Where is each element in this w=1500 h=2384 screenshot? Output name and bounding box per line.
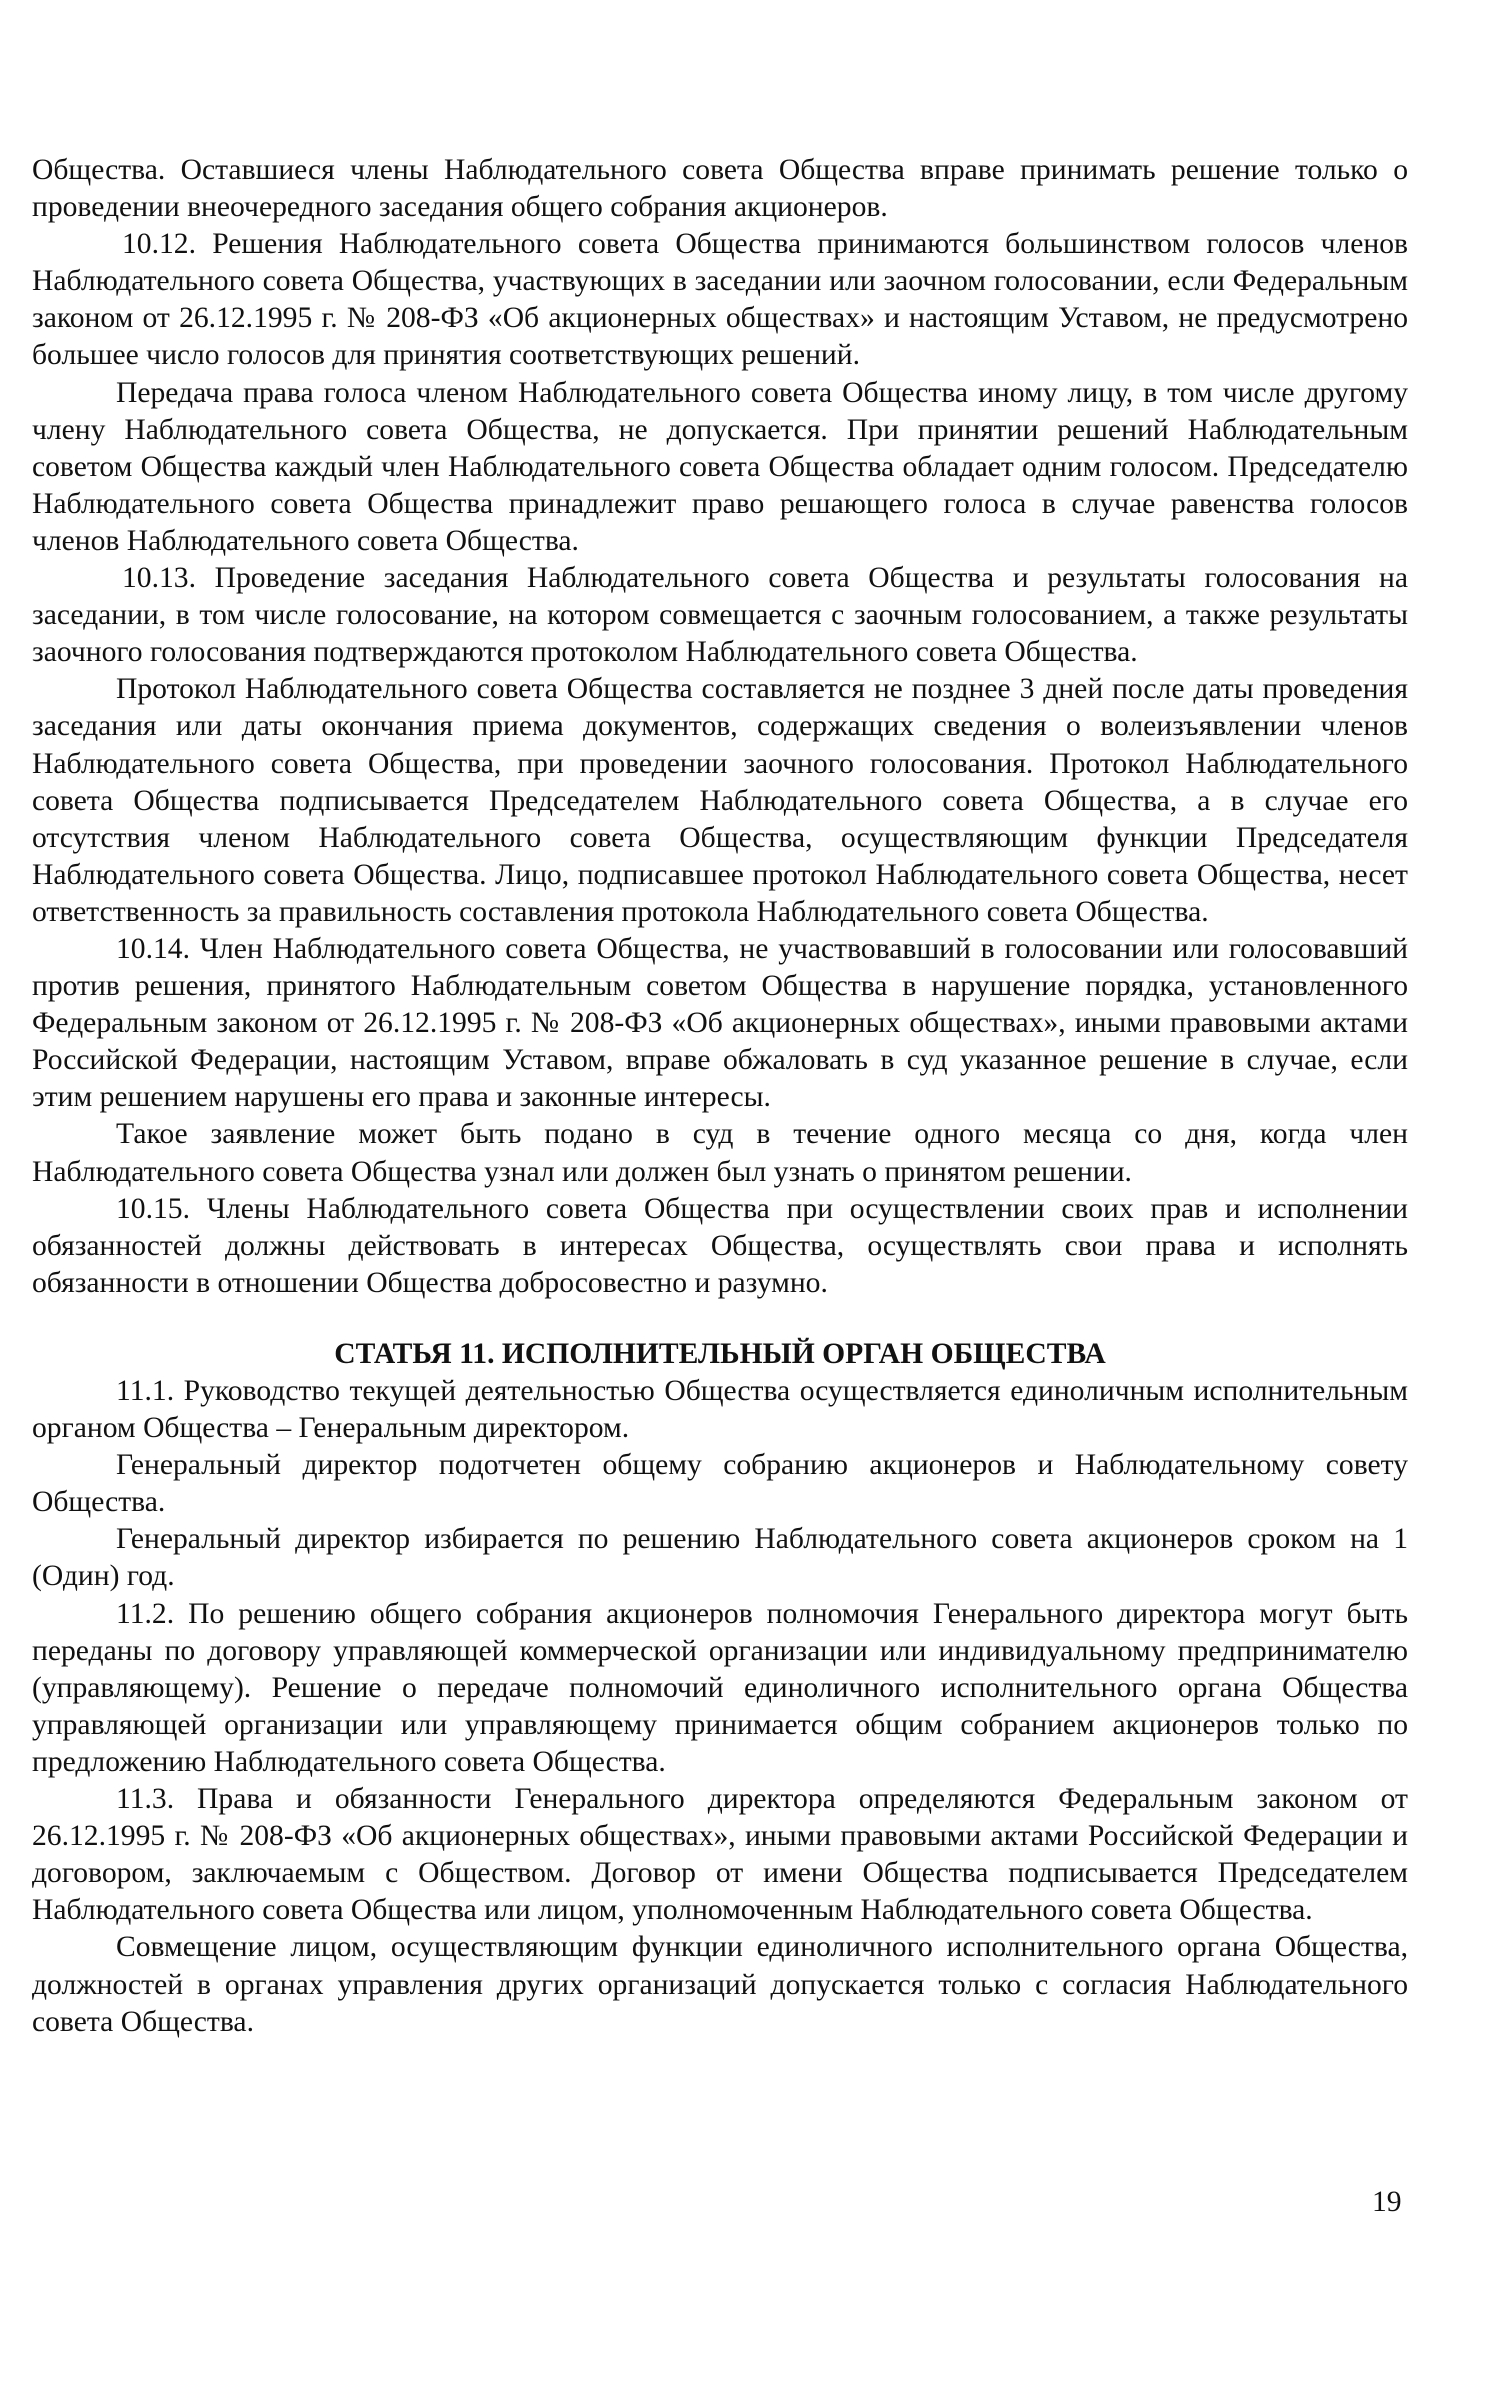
document-page xyxy=(32,152,1408,2041)
paragraph: Протокол Наблюдательного совета Общества составляется не позднее 3 дней после даты проведения заседания или даты окончания приема документов, содержащих сведения о волеизъявлении членов Наблюдательного совета Общества, при проведении заочного голосования. Протокол Наблюдательного совета Общества подписывается Председателем Наблюдательного совета Общества, а в случае его отсутствия членом Наблюдательного совета Общества, осуществляющим функции Председателя Наблюдательного совета Общества. Лицо, подписавшее протокол Наблюдательного совета Общества, несет ответственность за правильность составления протокола Наблюдательного совета Общества. xyxy=(32,673,1408,928)
paragraph: Генеральный директор избирается по решению Наблюдательного совета акционеров сроком на 1 (Один) год. xyxy=(32,1523,1408,1593)
paragraph: Общества. Оставшиеся члены Наблюдательного совета Общества вправе принимать решение только о проведении внеочередного заседания общего собрания акционеров. xyxy=(32,154,1408,224)
paragraph: 10.15. Члены Наблюдательного совета Общества при осуществлении своих прав и исполнении обязанностей должны действовать в интересах Общества, осуществлять свои права и исполнять обязанности в отношении Общества добросовестно и разумно. xyxy=(32,1192,1408,1299)
paragraph: Такое заявление может быть подано в суд в течение одного месяца со дня, когда член Наблюдательного совета Общества узнал или должен был узнать о принятом решении. xyxy=(32,1118,1408,1188)
page-number: 19 xyxy=(1372,2186,1402,2218)
paragraph: 11.3. Права и обязанности Генерального директора определяются Федеральным законом от 26.12.1995 г. № 208-ФЗ «Об акционерных обществах», иными правовыми актами Российской Федерации и договором, заключаемым с Обществом. Договор от имени Общества подписывается Председателем Наблюдательного совета Общества или лицом, уполномоченным Наблюдательного совета Общества. xyxy=(32,1783,1408,1927)
paragraph: Передача права голоса членом Наблюдательного совета Общества иному лицу, в том числе другому члену Наблюдательного совета Общества, не допускается. При принятии решений Наблюдательным советом Общества каждый член Наблюдательного совета Общества обладает одним голосом. Председателю Наблюдательного совета Общества принадлежит право решающего голоса в случае равенства голосов членов Наблюдательного совета Общества. xyxy=(32,376,1408,557)
paragraph: Генеральный директор подотчетен общему собранию акционеров и Наблюдательному совету Общества. xyxy=(32,1449,1408,1519)
paragraph: 11.2. По решению общего собрания акционеров полномочия Генерального директора могут быть переданы по договору управляющей коммерческой организации или индивидуальному предпринимателю (управляющему). Решение о передаче полномочий единоличного исполнительного органа Общества управляющей организации или управляющему принимается общим собранием акционеров только по предложению Наблюдательного совета Общества. xyxy=(32,1597,1408,1778)
article-10-continuation xyxy=(32,152,1408,1302)
article-11-body xyxy=(32,1373,1408,2041)
paragraph: 11.1. Руководство текущей деятельностью Общества осуществляется единоличным исполнительным органом Общества – Генеральным директором. xyxy=(32,1375,1408,1445)
paragraph: Совмещение лицом, осуществляющим функции единоличного исполнительного органа Общества, должностей в органах управления других организаций допускается только с согласия Наблюдательного совета Общества. xyxy=(32,1931,1408,2038)
paragraph: 10.14. Член Наблюдательного совета Общества, не участвовавший в голосовании или голосовавший против решения, принятого Наблюдательным советом Общества в нарушение порядка, установленного Федеральным законом от 26.12.1995 г. № 208-ФЗ «Об акционерных обществах», иными правовыми актами Российской Федерации, настоящим Уставом, вправе обжаловать в суд указанное решение в случае, если этим решением нарушены его права и законные интересы. xyxy=(32,932,1408,1114)
paragraph: 10.13. Проведение заседания Наблюдательного совета Общества и результаты голосования на заседании, в том числе голосование, на котором совмещается с заочным голосованием, а также результаты заочного голосования подтверждаются протоколом Наблюдательного совета Общества. xyxy=(32,562,1408,669)
article-heading: СТАТЬЯ 11. ИСПОЛНИТЕЛЬНЫЙ ОРГАН ОБЩЕСТВА xyxy=(334,1337,1106,1370)
paragraph: 10.12. Решения Наблюдательного совета Общества принимаются большинством голосов членов Наблюдательного совета Общества, участвующих в заседании или заочном голосовании, если Федеральным законом от 26.12.1995 г. № 208-ФЗ «Об акционерных обществах» и настоящим Уставом, не предусмотрено большее число голосов для принятия соответствующих решений. xyxy=(32,228,1408,372)
